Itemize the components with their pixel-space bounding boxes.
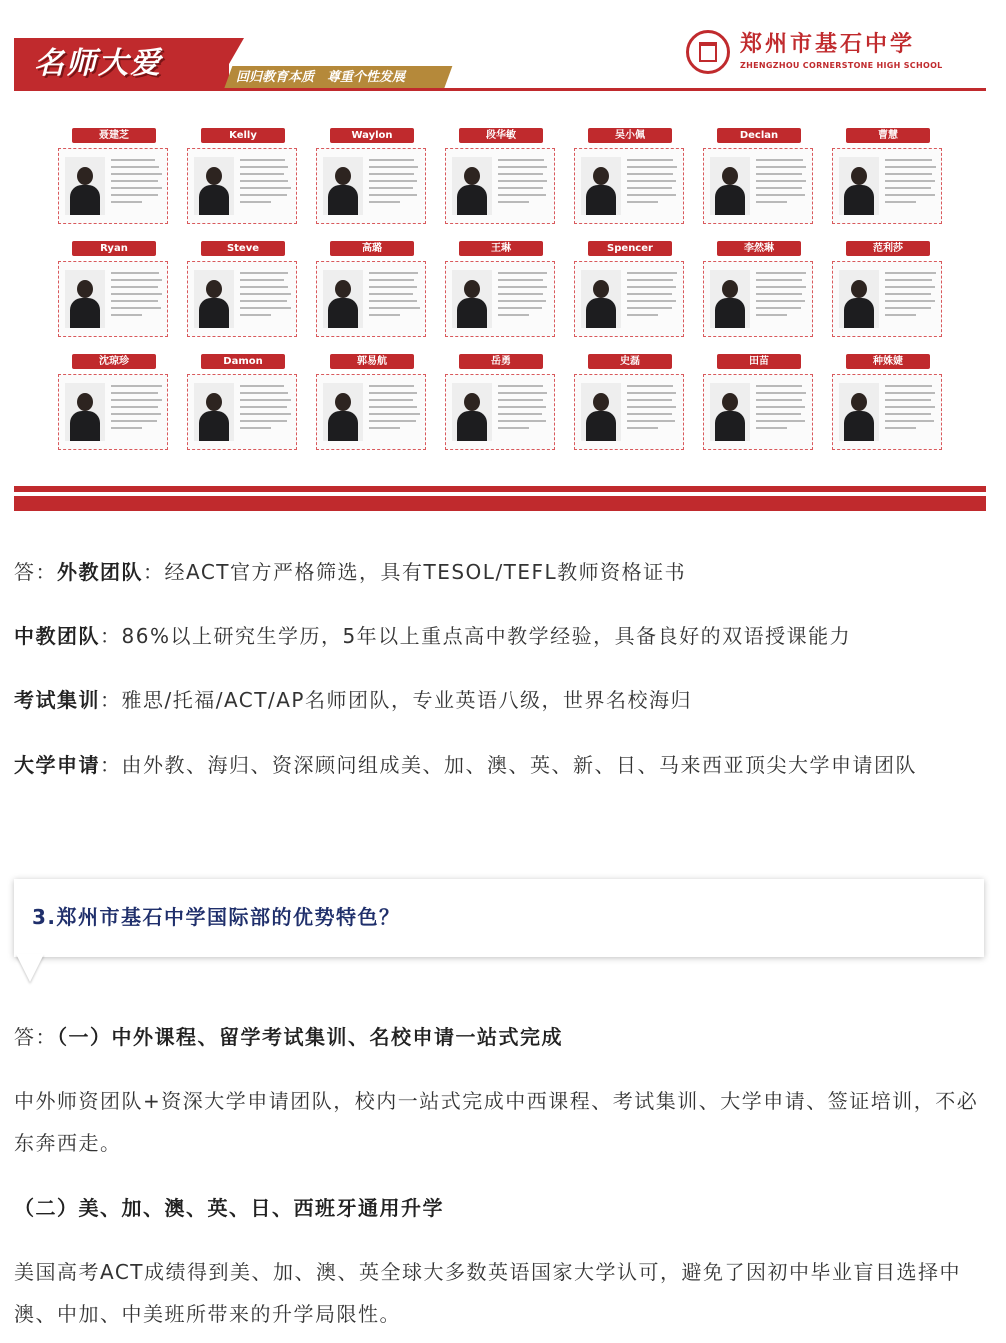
- teacher-card: [703, 241, 815, 337]
- chinese-teacher-text: ：86%以上研究生学历，5年以上重点高中教学经验，具备良好的双语授课能力: [100, 624, 852, 648]
- teacher-bio-lines: [111, 159, 163, 208]
- teacher-card-frame: [445, 374, 555, 450]
- teacher-card: [445, 128, 557, 224]
- teacher-bio-lines: [756, 272, 808, 321]
- answer-heading-2: [14, 1187, 992, 1229]
- teacher-card-frame: [187, 261, 297, 337]
- teacher-photo: [323, 157, 363, 215]
- teacher-bio-lines: [240, 159, 292, 208]
- teacher-bio-lines: [111, 272, 163, 321]
- teacher-photo: [710, 157, 750, 215]
- foreign-teacher-paragraph: [14, 551, 992, 593]
- university-application-paragraph: [14, 744, 992, 786]
- teacher-card-frame: [574, 148, 684, 224]
- teacher-photo: [839, 270, 879, 328]
- teacher-card: [703, 128, 815, 224]
- teacher-card: [574, 354, 686, 450]
- teacher-photo: [710, 270, 750, 328]
- teacher-name-label: Spencer: [588, 241, 672, 256]
- teacher-bio-lines: [756, 385, 808, 434]
- question-box-tail: [16, 954, 44, 982]
- teacher-name-label: Ryan: [72, 241, 156, 256]
- teacher-photo: [581, 383, 621, 441]
- teacher-card-frame: [574, 261, 684, 337]
- teacher-bio-lines: [369, 159, 421, 208]
- teacher-card: [445, 241, 557, 337]
- teacher-name-label: Waylon: [330, 128, 414, 143]
- teacher-bio-lines: [885, 272, 937, 321]
- teacher-bio-lines: [627, 272, 679, 321]
- heading-universal-admission: （二）美、加、澳、英、日、西班牙通用升学: [14, 1196, 444, 1220]
- teacher-card: [832, 354, 944, 450]
- teacher-photo: [581, 157, 621, 215]
- banner-header: [14, 24, 986, 94]
- answer-body-1: 中外师资团队+资深大学申请团队，校内一站式完成中西课程、考试集训、大学申请、签证培训，不必东奔西走。: [14, 1089, 979, 1155]
- teacher-card-frame: [574, 374, 684, 450]
- teacher-bio-lines: [498, 159, 550, 208]
- university-application-text: ：由外教、海归、资深顾问组成美、加、澳、英、新、日、马来西亚顶尖大学申请团队: [100, 753, 917, 777]
- teacher-card-frame: [187, 374, 297, 450]
- teacher-card: [574, 128, 686, 224]
- teacher-card: [316, 128, 428, 224]
- teacher-card-frame: [58, 261, 168, 337]
- teacher-name-label: 王琳: [459, 241, 543, 256]
- teacher-card: [187, 354, 299, 450]
- teacher-name-label: Declan: [717, 128, 801, 143]
- exam-training-paragraph: [14, 679, 992, 721]
- teacher-card: [316, 354, 428, 450]
- teacher-name-label: Steve: [201, 241, 285, 256]
- teacher-name-label: 吴小佩: [588, 128, 672, 143]
- teacher-photo: [65, 270, 105, 328]
- teacher-card-frame: [316, 374, 426, 450]
- teacher-photo: [839, 383, 879, 441]
- teacher-card-frame: [445, 148, 555, 224]
- teacher-bio-lines: [627, 159, 679, 208]
- teacher-photo: [194, 157, 234, 215]
- teacher-card: [832, 241, 944, 337]
- answer-prefix: 答：: [14, 560, 57, 584]
- teacher-name-label: 李然琳: [717, 241, 801, 256]
- teacher-photo: [323, 383, 363, 441]
- answer-body-2: 美国高考ACT成绩得到美、加、澳、英全球大多数英语国家大学认可，避免了因初中毕业盲目选择中澳、中加、中美班所带来的升学局限性。: [14, 1260, 962, 1326]
- teacher-photo: [194, 270, 234, 328]
- teacher-card-frame: [832, 261, 942, 337]
- teacher-name-label: 种姝婕: [846, 354, 930, 369]
- teacher-bio-lines: [885, 385, 937, 434]
- teacher-banner: [14, 24, 986, 514]
- teacher-card-frame: [703, 261, 813, 337]
- teacher-bio-lines: [369, 272, 421, 321]
- teacher-name-label: 沈琼珍: [72, 354, 156, 369]
- university-application-label: 大学申请: [14, 753, 100, 777]
- answer-heading-1: [14, 1016, 992, 1058]
- teacher-card: [187, 128, 299, 224]
- teacher-name-label: 聂建芝: [72, 128, 156, 143]
- teacher-photo: [581, 270, 621, 328]
- teacher-card-frame: [58, 374, 168, 450]
- teacher-name-label: 史磊: [588, 354, 672, 369]
- banner-slogan: 回归教育本质 尊重个性发展: [236, 70, 406, 85]
- teacher-card: [703, 354, 815, 450]
- banner-title: 名师大爱: [34, 46, 162, 81]
- teacher-bio-lines: [369, 385, 421, 434]
- teacher-photo: [452, 383, 492, 441]
- teacher-card-frame: [832, 374, 942, 450]
- teacher-card: [316, 241, 428, 337]
- teacher-card: [832, 128, 944, 224]
- teacher-card: [58, 354, 170, 450]
- teacher-photo: [839, 157, 879, 215]
- teacher-bio-lines: [756, 159, 808, 208]
- chinese-teacher-label: 中教团队: [14, 624, 100, 648]
- heading-one-stop: （一）中外课程、留学考试集训、名校申请一站式完成: [57, 1025, 563, 1049]
- teacher-card-frame: [445, 261, 555, 337]
- teacher-card: [187, 241, 299, 337]
- banner-footer-bar: [14, 496, 986, 511]
- teacher-card: [574, 241, 686, 337]
- exam-training-label: 考试集训: [14, 688, 100, 712]
- teacher-name-label: 岳勇: [459, 354, 543, 369]
- teacher-name-label: 田苗: [717, 354, 801, 369]
- teacher-photo: [65, 157, 105, 215]
- teacher-card: [445, 354, 557, 450]
- teacher-photo: [65, 383, 105, 441]
- teacher-photo: [323, 270, 363, 328]
- teacher-photo: [194, 383, 234, 441]
- question-text: 3.郑州市基石中学国际部的优势特色？: [32, 905, 401, 929]
- teacher-photo: [452, 270, 492, 328]
- teacher-bio-lines: [240, 385, 292, 434]
- foreign-teacher-text: ：经ACT官方严格筛选，具有TESOL/TEFL教师资格证书: [143, 560, 687, 584]
- foreign-teacher-label: 外教团队: [57, 560, 143, 584]
- teacher-bio-lines: [885, 159, 937, 208]
- teacher-card-frame: [832, 148, 942, 224]
- teacher-grid: [58, 128, 958, 468]
- teacher-name-label: 范利莎: [846, 241, 930, 256]
- teacher-photo: [452, 157, 492, 215]
- teacher-bio-lines: [498, 272, 550, 321]
- teacher-card: [58, 241, 170, 337]
- teacher-name-label: Kelly: [201, 128, 285, 143]
- chinese-teacher-paragraph: [14, 615, 992, 657]
- teacher-card-frame: [703, 148, 813, 224]
- header-divider: [14, 88, 986, 91]
- exam-training-text: ：雅思/托福/ACT/AP名师团队，专业英语八级，世界名校海归: [100, 688, 692, 712]
- teacher-name-label: 曹慧: [846, 128, 930, 143]
- teacher-name-label: 高璐: [330, 241, 414, 256]
- school-logo-icon: [686, 30, 730, 74]
- answer-prefix-2: 答：: [14, 1025, 57, 1049]
- teacher-bio-lines: [240, 272, 292, 321]
- teacher-name-label: Damon: [201, 354, 285, 369]
- teacher-bio-lines: [111, 385, 163, 434]
- school-name-en: ZHENGZHOU CORNERSTONE HIGH SCHOOL: [740, 61, 943, 70]
- teacher-card-frame: [58, 148, 168, 224]
- banner-footer-stripe: [14, 486, 986, 492]
- teacher-card-frame: [316, 261, 426, 337]
- teacher-card-frame: [703, 374, 813, 450]
- teacher-bio-lines: [627, 385, 679, 434]
- teacher-name-label: 段华敏: [459, 128, 543, 143]
- teacher-bio-lines: [498, 385, 550, 434]
- school-name-cn: 郑州市基石中学: [740, 32, 916, 57]
- teacher-card-frame: [316, 148, 426, 224]
- teacher-name-label: 郭易航: [330, 354, 414, 369]
- teacher-card-frame: [187, 148, 297, 224]
- teacher-photo: [710, 383, 750, 441]
- teacher-card: [58, 128, 170, 224]
